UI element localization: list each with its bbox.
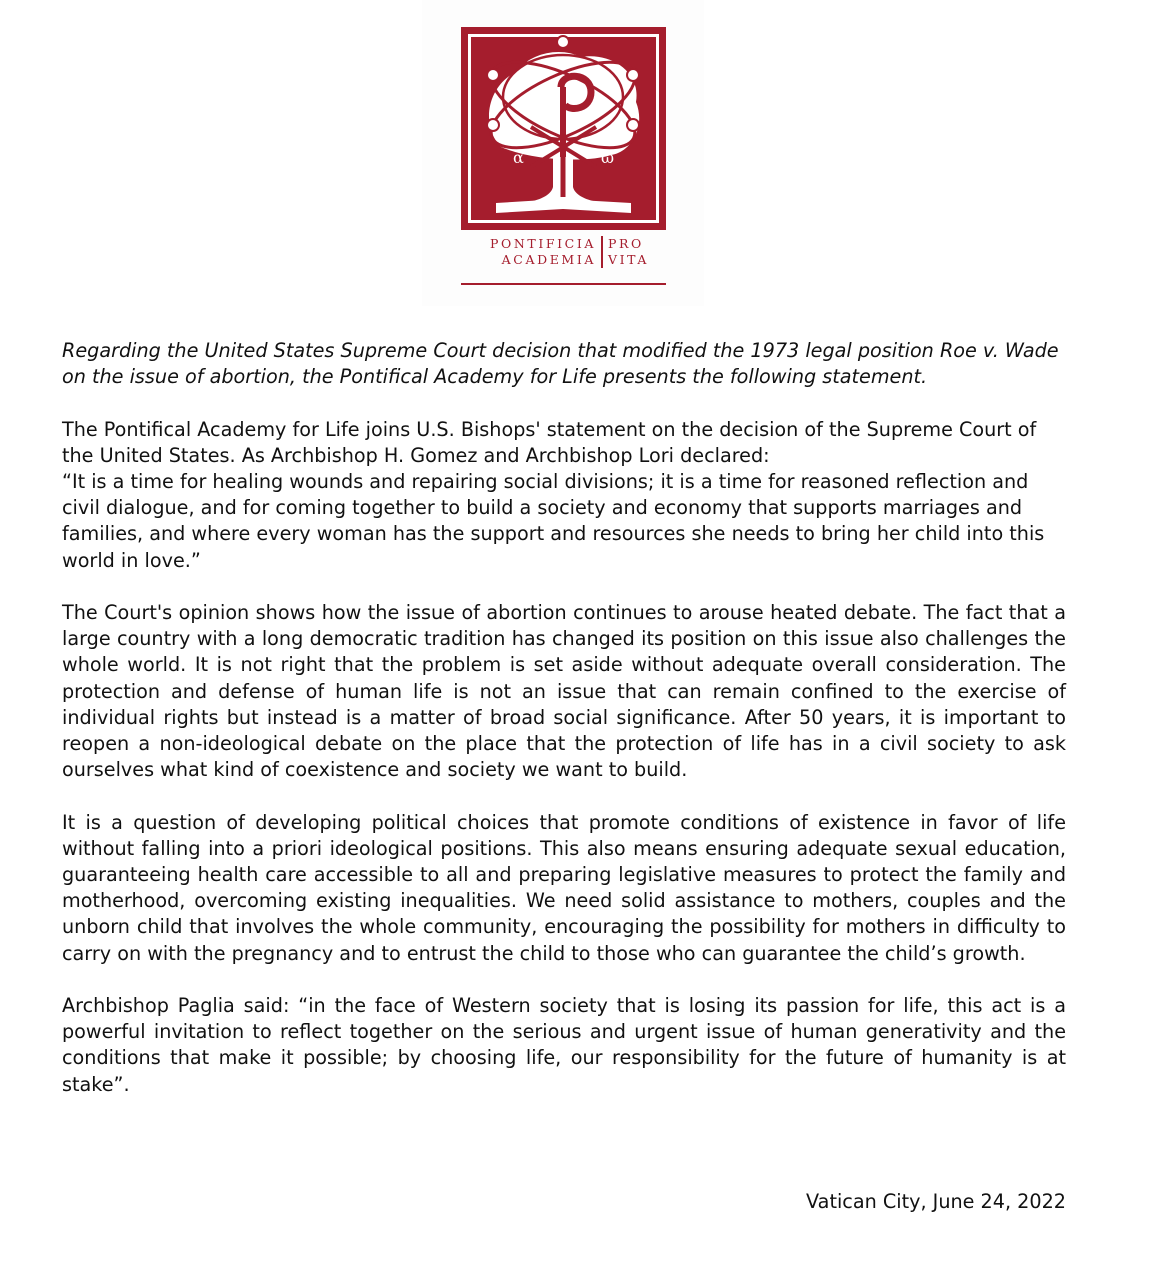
signature-date: Vatican City, June 24, 2022 bbox=[806, 1190, 1066, 1213]
paragraph-lead: The Pontifical Academy for Life joins U.S. Bishops' statement on the decision of the Supreme Court of the United States. As Archbishop H. Gomez and Archbishop Lori declared: bbox=[62, 417, 1037, 467]
intro-paragraph: Regarding the United States Supreme Court decision that modified the 1973 legal position Roe v. Wade on the issue of abortion, the Pontifical Academy for Life presents the following statement. bbox=[62, 339, 1059, 389]
tree-of-life-icon bbox=[461, 27, 666, 230]
paragraph-political-choices: It is a question of developing political choices that promote conditions of existence in favor of life without falling into a priori ideological positions. This also means ensuring adequate sexual education, guaranteeing health care accessible to all and preparing legislative measures to protect the family and motherhood, overcoming existing inequalities. We need solid assistance to mothers, couples and the unborn child that involves the whole community, encouraging the possibility for mothers in difficulty to carry on with the pregnancy and to entrust the child to those who can guarantee the child’s growth. bbox=[62, 810, 1066, 965]
logo-wordmark bbox=[461, 236, 666, 268]
logo-name-right-2: VITA bbox=[608, 252, 650, 267]
logo-name-left-1: PONTIFICIA bbox=[489, 236, 596, 251]
statement-body bbox=[62, 338, 1066, 1124]
logo-divider bbox=[601, 236, 603, 252]
logo-divider bbox=[601, 252, 603, 268]
logo-name-left-2: ACADEMIA bbox=[501, 252, 596, 267]
svg-text:ω: ω bbox=[601, 148, 615, 167]
logo-name-right-1: PRO bbox=[608, 236, 644, 251]
paragraph-paglia-quote: Archbishop Paglia said: “in the face of Western society that is losing its passion for life, this act is a powerful invitation to reflect together on the serious and urgent issue of human generativity and the conditions that make it possible; by choosing life, our responsibility for the future of humanity is at stake”. bbox=[62, 994, 1066, 1096]
paragraph-bishops-statement bbox=[62, 417, 1066, 574]
svg-text:α: α bbox=[513, 148, 524, 167]
bishops-quote: “It is a time for healing wounds and repairing social divisions; it is a time for reasoned reflection and civil dialogue, and for coming together to build a society and economy that supports marriages and families, and where every woman has the support and resources she needs to bring her child into this world in love.” bbox=[62, 470, 1045, 572]
paragraph-court-opinion: The Court's opinion shows how the issue of abortion continues to arouse heated debate. The fact that a large country with a long democratic tradition has changed its position on this issue also challenges the whole world. It is not right that the problem is set aside without adequate overall consideration. The protection and defense of human life is not an issue that can remain confined to the exercise of individual rights but instead is a matter of broad social significance. After 50 years, it is important to reopen a non-ideological debate on the place that the protection of life has in a civil society to ask ourselves what kind of coexistence and society we want to build. bbox=[62, 601, 1066, 782]
academy-logo bbox=[461, 27, 666, 230]
logo-underline bbox=[461, 283, 666, 285]
